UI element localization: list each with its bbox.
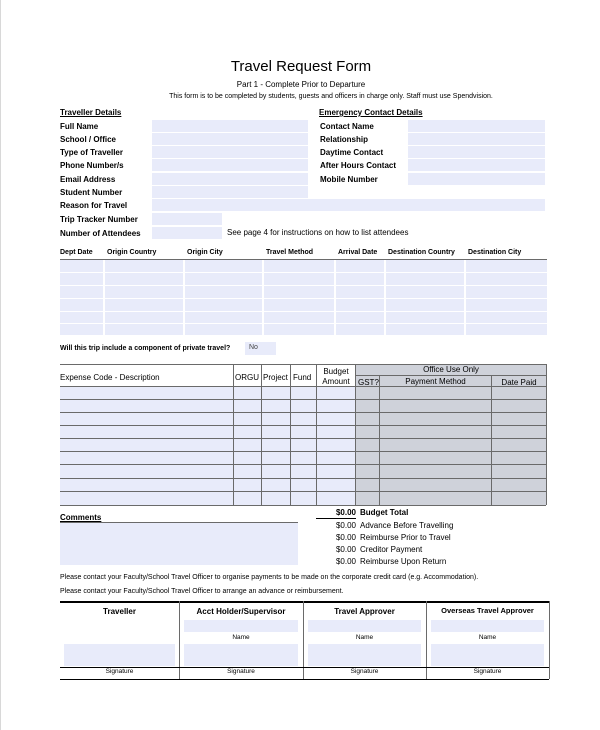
itinerary-row-line	[60, 311, 547, 312]
expense-header-budget: Budget	[323, 367, 349, 376]
expense-header-orgu: ORGU	[235, 373, 259, 382]
signature-divider	[549, 601, 550, 679]
expense-header-fund: Fund	[293, 373, 312, 382]
after-hours-contact-field[interactable]	[408, 159, 545, 171]
trip-tracker-number-label: Trip Tracker Number	[60, 215, 138, 224]
expense-grid-line	[355, 364, 356, 505]
creditor-payment-amount: $0.00	[335, 545, 356, 554]
overseas-approver-signature-field[interactable]	[431, 644, 544, 666]
email-address-field[interactable]	[152, 173, 308, 185]
itinerary-header-arrival-date: Arrival Date	[338, 249, 378, 256]
contact-name-label: Contact Name	[320, 122, 374, 131]
itinerary-header-travel-method: Travel Method	[266, 249, 314, 256]
full-name-label: Full Name	[60, 122, 99, 131]
expense-grid-line	[233, 364, 234, 505]
expense-grid-line	[60, 464, 546, 465]
form-intro: This form is to be completed by students, guests and officers in charge only. Staff must use Spendvision.	[169, 93, 493, 100]
contact-name-field[interactable]	[408, 120, 545, 132]
reimburse-return-amount: $0.00	[335, 557, 356, 566]
expense-header-payment-method: Payment Method	[405, 377, 466, 386]
expense-grid-line	[60, 412, 546, 413]
expense-grid-line	[60, 451, 546, 452]
reason-for-travel-field[interactable]	[152, 199, 545, 211]
supervisor-signature-field[interactable]	[184, 644, 298, 666]
after-hours-contact-label: After Hours Contact	[320, 161, 397, 170]
supervisor-signature-label: Signature	[227, 668, 255, 675]
expense-grid-line	[60, 491, 546, 492]
itinerary-row-line	[60, 285, 547, 286]
traveller-signature-role: Traveller	[103, 607, 136, 616]
expense-office-use-area	[356, 387, 546, 505]
daytime-contact-field[interactable]	[408, 146, 545, 158]
expense-col-code[interactable]	[60, 387, 233, 505]
email-address-label: Email Address	[60, 175, 116, 184]
budget-total-label: Budget Total	[360, 508, 409, 517]
overseas-approver-name-field[interactable]	[431, 620, 544, 632]
expense-header-gst: GST?	[358, 378, 379, 387]
number-of-attendees-field[interactable]	[152, 227, 222, 239]
number-of-attendees-label: Number of Attendees	[60, 229, 141, 238]
expense-grid-line	[60, 425, 546, 426]
signature-bottom-border	[60, 679, 549, 680]
office-use-heading: Office Use Only	[423, 365, 479, 374]
expense-col-budget[interactable]	[317, 387, 355, 505]
signature-top-border	[60, 601, 549, 603]
school-office-field[interactable]	[152, 133, 308, 145]
expense-grid-line	[60, 364, 546, 365]
itinerary-row-line	[60, 272, 547, 273]
private-travel-select[interactable]	[245, 342, 276, 355]
attendees-note: See page 4 for instructions on how to list attendees	[227, 228, 409, 237]
type-of-traveller-field[interactable]	[152, 146, 308, 158]
form-title: Travel Request Form	[230, 58, 372, 75]
expense-grid-line	[60, 478, 546, 479]
reimburse-prior-label: Reimburse Prior to Travel	[360, 533, 451, 542]
budget-total-amount: $0.00	[335, 508, 356, 517]
creditor-payment-label: Creditor Payment	[360, 545, 423, 554]
comments-heading: Comments	[60, 513, 102, 522]
approver-signature-label: Signature	[350, 668, 379, 675]
form-subtitle: Part 1 - Complete Prior to Departure	[236, 80, 366, 89]
approver-name-label: Name	[355, 634, 374, 641]
supervisor-name-field[interactable]	[184, 620, 298, 632]
itinerary-header-origin-country: Origin Country	[107, 249, 157, 256]
itinerary-row-line	[60, 323, 547, 324]
reimburse-return-label: Reimburse Upon Return	[360, 557, 447, 566]
expense-grid-line	[60, 438, 546, 439]
itinerary-row-line	[60, 298, 547, 299]
student-number-label: Student Number	[60, 188, 123, 197]
type-of-traveller-label: Type of Traveller	[60, 148, 123, 157]
expense-col-project[interactable]	[262, 387, 290, 505]
advance-label: Advance Before Travelling	[360, 521, 454, 530]
itinerary-header-origin-city: Origin City	[187, 249, 223, 256]
approver-signature-role: Travel Approver	[334, 607, 395, 616]
expense-grid-line	[60, 505, 546, 506]
reimburse-prior-amount: $0.00	[335, 533, 356, 542]
expense-header-code: Expense Code - Description	[60, 373, 160, 382]
approver-name-field[interactable]	[308, 620, 421, 632]
itinerary-row-line	[60, 259, 547, 260]
expense-grid-line	[60, 399, 546, 400]
comments-top-line	[60, 522, 298, 523]
credit-card-note: Please contact your Faculty/School Travel Officer to organise payments to be made on the corporate credit card (e.g. Accommodation).	[60, 574, 479, 581]
relationship-label: Relationship	[320, 135, 369, 144]
expense-grid-line	[261, 364, 262, 505]
itinerary-header-destination-country: Destination Country	[388, 249, 455, 256]
overseas-approver-signature-role: Overseas Travel Approver	[441, 606, 534, 615]
traveller-signature-label: Signature	[105, 668, 134, 675]
reason-for-travel-label: Reason for Travel	[60, 201, 128, 210]
private-travel-question: Will this trip include a component of private travel?	[60, 345, 231, 352]
comments-field[interactable]	[60, 522, 298, 565]
traveller-details-heading: Traveller Details	[60, 108, 122, 117]
approver-signature-field[interactable]	[308, 644, 421, 666]
supervisor-name-label: Name	[232, 634, 250, 641]
expense-grid-line	[491, 375, 492, 505]
expense-header-amount: Amount	[322, 377, 350, 386]
full-name-field[interactable]	[152, 120, 308, 132]
phone-number-label: Phone Number/s	[60, 161, 124, 170]
expense-grid-line	[356, 375, 546, 376]
mobile-number-field[interactable]	[408, 173, 545, 185]
expense-header-project: Project	[263, 373, 288, 382]
expense-grid-line	[379, 375, 380, 505]
student-number-field[interactable]	[152, 186, 308, 198]
trip-tracker-number-field[interactable]	[152, 213, 222, 225]
overseas-approver-name-label: Name	[478, 634, 497, 641]
school-office-label: School / Office	[60, 135, 117, 144]
overseas-approver-signature-label: Signature	[473, 668, 502, 675]
supervisor-signature-role: Acct Holder/Supervisor	[196, 607, 286, 616]
expense-col-orgu[interactable]	[234, 387, 261, 505]
expense-col-fund[interactable]	[291, 387, 316, 505]
expense-header-date-paid: Date Paid	[501, 378, 537, 387]
relationship-field[interactable]	[408, 133, 545, 145]
daytime-contact-label: Daytime Contact	[320, 148, 384, 157]
phone-number-field[interactable]	[152, 159, 308, 171]
itinerary-header-dept-date: Dept Date	[60, 249, 93, 256]
private-travel-value: No	[249, 344, 258, 351]
expense-grid-line	[546, 364, 547, 505]
expense-grid-line	[60, 386, 546, 387]
expense-grid-line	[290, 364, 291, 505]
expense-grid-line	[316, 364, 317, 505]
advance-amount: $0.00	[335, 521, 356, 530]
mobile-number-label: Mobile Number	[320, 175, 378, 184]
advance-note: Please contact your Faculty/School Travel Officer to arrange an advance or reimbursement.	[60, 588, 344, 595]
budget-total-underline	[316, 518, 356, 519]
itinerary-header-destination-city: Destination City	[468, 249, 522, 256]
traveller-signature-field[interactable]	[64, 644, 175, 666]
emergency-contact-heading: Emergency Contact Details	[319, 108, 423, 117]
